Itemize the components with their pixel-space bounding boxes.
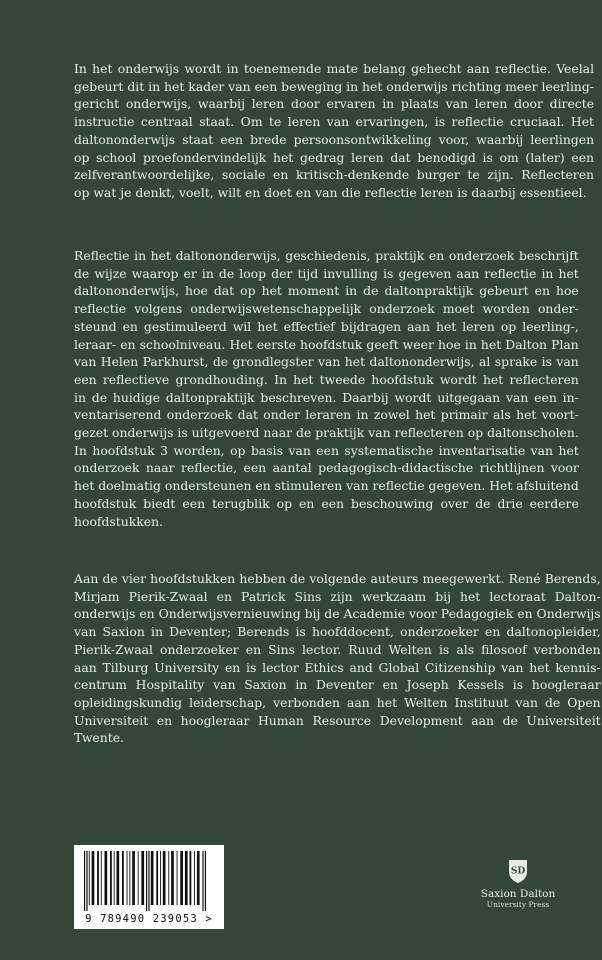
barcode-bar [89, 851, 90, 905]
publisher-subtitle: University Press [486, 900, 550, 909]
barcode-bar [105, 851, 108, 905]
barcode-bar [117, 851, 120, 905]
barcode-bar [180, 851, 183, 905]
barcode-bar [151, 851, 154, 905]
barcode-bar [202, 851, 203, 911]
text-line: daltononderwijs, hoe dat op het moment in de daltonpraktijk gebeurt en hoe [74, 283, 579, 299]
svg-text:SD: SD [510, 866, 526, 877]
text-line: op school proefondervindelijk het gedrag leren dat benodigd is om (later) een [74, 149, 595, 165]
saxion-dalton-logo [507, 858, 529, 884]
barcode-bar [156, 851, 158, 905]
barcode-bar [132, 851, 135, 905]
barcode-bar [171, 851, 174, 905]
text-line: onderzoek naar reflectie, een aantal pedagogisch-didactische richtlijnen voor [74, 460, 579, 476]
text-line: ventariserend onderzoek dat onder leraren in zowel het primair als het voort- [74, 407, 579, 423]
barcode-bar [197, 851, 200, 905]
barcode-bar [163, 851, 166, 905]
text-line: onderwijs en Onderwijsvernieuwing bij de Academie voor Pedagogiek en Onderwijs [74, 606, 601, 622]
text-line: In hoofdstuk 3 worden, op basis van een systematische inventarisatie van het [74, 442, 579, 458]
barcode-bar [205, 851, 206, 911]
barcode-bar [190, 851, 192, 905]
barcode [74, 845, 224, 929]
barcode-bar [110, 851, 112, 905]
text-line: Reflectie in het daltononderwijs, geschiedenis, praktijk en onderzoek beschrijft [74, 248, 579, 263]
paragraph-authors [74, 570, 601, 747]
text-line: in de huidige daltonpraktijk beschreven. Daarbij wordt uitgegaan van een in- [74, 389, 579, 405]
barcode-bar [84, 851, 85, 911]
text-line: gebeurt dit in het kader van een beweging in het onderwijs richting meer leerling- [74, 78, 595, 94]
barcode-bar [168, 851, 169, 905]
text-line: aan Tilburg University en is lector Ethics and Global Citizenship van het kennis- [74, 659, 601, 675]
text-line: In het onderwijs wordt in toenemende mate belang gehecht aan reflectie. Veelal [74, 61, 595, 76]
barcode-bar [92, 851, 95, 905]
paragraph-summary [74, 247, 579, 530]
publisher-name: Saxion Dalton [480, 888, 556, 900]
barcode-bar [185, 851, 188, 905]
text-line: Twente. [74, 730, 124, 746]
barcode-bar [148, 851, 149, 911]
publisher-mark [468, 858, 568, 910]
text-line: leraar- en schoolniveau. Het eerste hoofdstuk geeft weer hoe in het Dalton Plan [74, 336, 579, 352]
text-line: een reflectieve grondhouding. In het tweede hoofdstuk wordt het reflecteren [74, 371, 579, 387]
text-line: van Helen Parkhurst, de grondlegster van het daltononderwijs, al sprake is van [74, 354, 579, 370]
barcode-bar [101, 851, 102, 905]
barcode-bar [86, 851, 87, 911]
barcode-bar [177, 851, 178, 905]
text-line: Mirjam Pierik-Zwaal en Patrick Sins zijn werkzaam bij het lectoraat Dalton- [74, 588, 601, 604]
text-line: op wat je denkt, voelt, wilt en doet en van die reflectie leren is daarbij essentieel. [74, 184, 587, 200]
text-line: zelfverantwoordelijke, sociale en kritisch-denkende burger te zijn. Reflecteren [74, 167, 595, 183]
barcode-bar [97, 851, 99, 905]
text-line: de wijze waarop er in de loop der tijd invulling is gegeven aan reflectie in het [74, 265, 579, 281]
barcode-bar [127, 851, 128, 905]
barcode-bar [138, 851, 139, 905]
text-line: opleidingskundig leiderschap, verbonden aan het Welten Instituut van de Open [74, 694, 601, 710]
text-line: hoofdstukken. [74, 513, 164, 529]
barcode-bar [141, 851, 144, 905]
text-line: Universiteit en hoogleraar Human Resource Development aan de Universiteit [74, 712, 601, 728]
text-line: Aan de vier hoofdstukken hebben de volgende auteurs meegewerkt. René Berends, [74, 571, 601, 586]
text-line: steund en gestimuleerd wil het effectief bijdragen aan het leren op leerling-, [74, 318, 579, 334]
text-line: gezet onderwijs is uitgevoerd naar de praktijk van reflecteren op daltonscholen. [74, 425, 579, 441]
text-line: hoofdstuk biedt een terugblik op en een beschouwing over de drie eerdere [74, 495, 579, 511]
barcode-bar [122, 851, 124, 905]
text-line: instructie centraal staat. Om te leren van ervaringen, is reflectie cruciaal. Het [74, 114, 595, 130]
barcode-bars [78, 851, 220, 911]
text-line: van Saxion in Deventer; Berends is hoofddocent, onderzoeker en daltonopleider, [74, 624, 601, 640]
barcode-bar [160, 851, 161, 905]
paragraph-intro [74, 60, 594, 202]
text-line: centrum Hospitality van Saxion in Deventer en Joseph Kessels is hoogleraar [74, 677, 601, 693]
isbn-number: 9 789490 239053 > [85, 913, 213, 925]
barcode-bar [194, 851, 195, 905]
barcode-bar [129, 851, 130, 905]
text-line: gericht onderwijs, waarbij leren door ervaren in plaats van leren door directe [74, 96, 595, 112]
text-line: Pierik-Zwaal onderzoeker en Sins lector. Ruud Welten is als filosoof verbonden [74, 641, 601, 657]
barcode-bar [114, 851, 115, 905]
text-line: daltononderwijs staat een brede persoonsontwikkeling voor, waarbij leerlingen [74, 131, 595, 147]
text-line: het doelmatig ondersteunen en stimuleren van reflectie gegeven. Het afsluitend [74, 478, 579, 494]
barcode-bar [146, 851, 147, 911]
text-line: reflectie volgens onderwijswetenschappelijk onderzoek moet worden onder- [74, 301, 579, 317]
